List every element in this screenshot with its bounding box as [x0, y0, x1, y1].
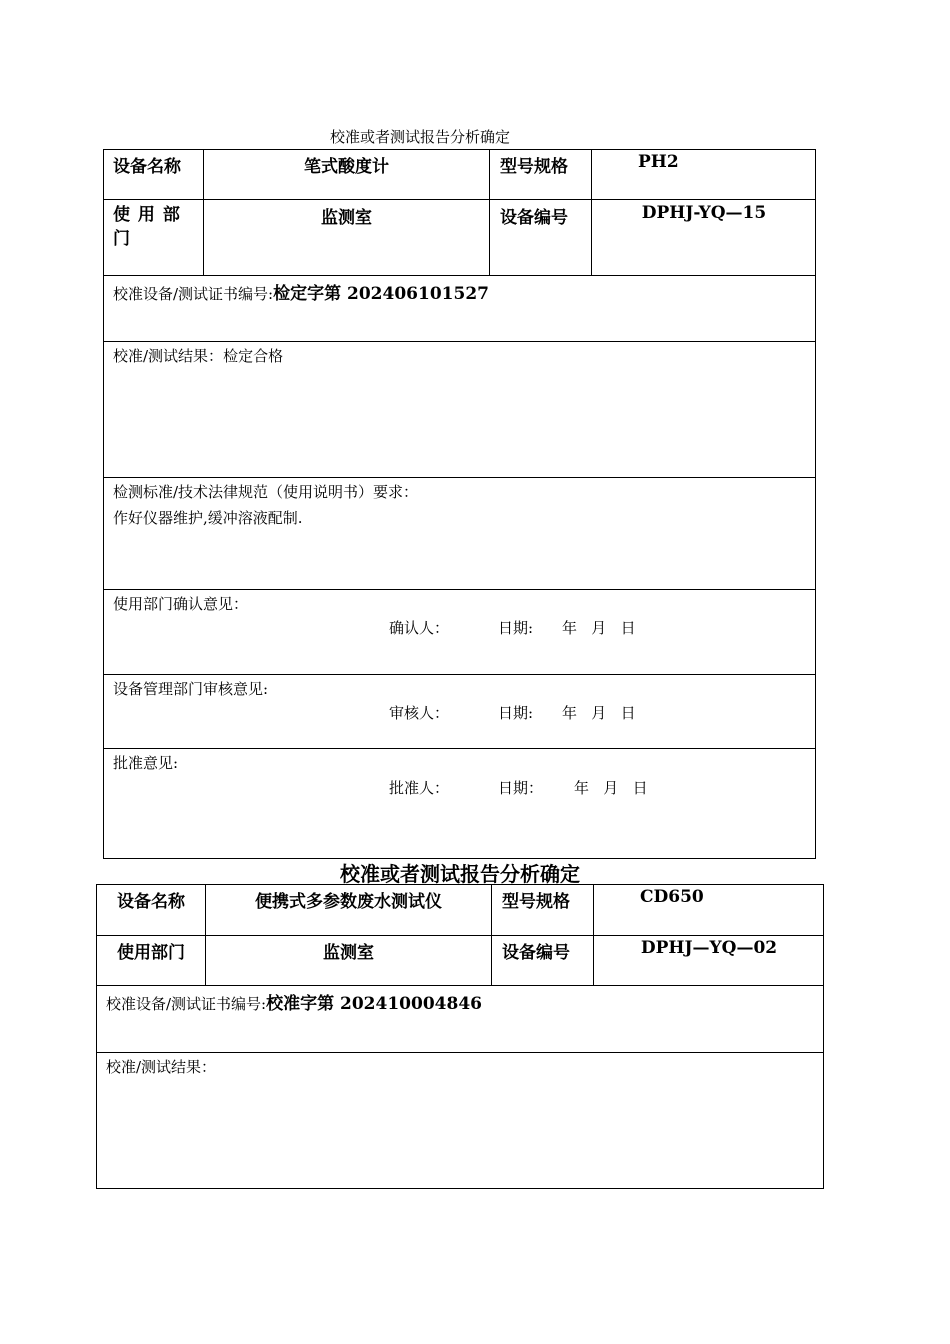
form1-row-divider	[103, 341, 816, 342]
form1-date-label-2: 日期:	[498, 704, 534, 722]
form2-device-name-value: 便携式多参数废水测试仪	[255, 892, 442, 912]
form1-result-row	[113, 345, 283, 366]
form1-dept-value: 监测室	[321, 208, 372, 228]
form2-dept-label: 使用部门	[117, 943, 185, 963]
form1-device-name-value: 笔式酸度计	[304, 157, 389, 177]
form1-result-label: 校准/测试结果：	[113, 347, 224, 365]
form1-ymd-3: 年 月 日	[574, 779, 648, 797]
form2-col-divider	[593, 884, 594, 985]
form2-title: 校准或者测试报告分析确定	[340, 862, 580, 886]
form1-cert-label: 校准设备/测试证书编号:	[113, 285, 274, 303]
form1-row-divider	[103, 589, 816, 590]
form1-confirmer-label: 确认人：	[389, 619, 450, 637]
form2-device-name-label: 设备名称	[117, 892, 185, 912]
form1-dept-label: 使 用 部 门	[113, 205, 181, 249]
form2-model-label: 型号规格	[502, 892, 570, 912]
form1-device-name-label: 设备名称	[113, 157, 181, 177]
form1-cert-row	[113, 279, 489, 304]
form2-serial-value: DPHJ—YQ—02	[640, 938, 778, 958]
form1-ymd-2: 年 月 日	[562, 704, 636, 722]
form1-date-label-3: 日期：	[498, 779, 544, 797]
form1-title: 校准或者测试报告分析确定	[329, 128, 510, 146]
form1-mgmt-review-label: 设备管理部门审核意见:	[113, 680, 269, 698]
form1-reviewer-label: 审核人：	[389, 704, 450, 722]
form1-model-value: PH2	[638, 152, 679, 172]
form1-dept-confirm-label: 使用部门确认意见：	[113, 595, 249, 613]
form1-row-divider	[103, 199, 816, 200]
form2-dept-value: 监测室	[323, 943, 374, 963]
form1-approver-label: 批准人：	[389, 779, 450, 797]
form1-row-divider	[103, 477, 816, 478]
form2-cert-label: 校准设备/测试证书编号:	[106, 995, 267, 1013]
form1-serial-label: 设备编号	[500, 208, 568, 228]
form2-cert-number: 校准字第 202410004846	[266, 994, 482, 1014]
form1-col-divider	[489, 149, 490, 275]
form2-row-divider	[96, 1052, 824, 1053]
form1-cert-number: 检定字第 202406101527	[273, 284, 489, 304]
form2-cert-row	[106, 989, 482, 1014]
form1-model-label: 型号规格	[500, 157, 568, 177]
form1-date-label-1: 日期:	[498, 619, 534, 637]
form2-serial-label: 设备编号	[502, 943, 570, 963]
form1-row-divider	[103, 275, 816, 276]
form1-approval-label: 批准意见:	[113, 754, 179, 772]
form1-table	[103, 149, 816, 859]
form2-row-divider	[96, 985, 824, 986]
form1-result-value: 检定合格	[223, 347, 284, 365]
form2-result-label: 校准/测试结果：	[106, 1058, 217, 1076]
form1-row-divider	[103, 748, 816, 749]
form2-col-divider	[491, 884, 492, 985]
form1-serial-value: DPHJ-YQ—15	[641, 203, 767, 223]
form1-standard-text: 作好仪器维护,缓冲溶液配制.	[113, 509, 303, 527]
form1-row-divider	[103, 674, 816, 675]
form1-standard-label: 检测标准/技术法律规范（使用说明书）要求：	[113, 483, 419, 501]
form1-ymd-1: 年 月 日	[562, 619, 636, 637]
form2-model-value: CD650	[640, 887, 704, 907]
